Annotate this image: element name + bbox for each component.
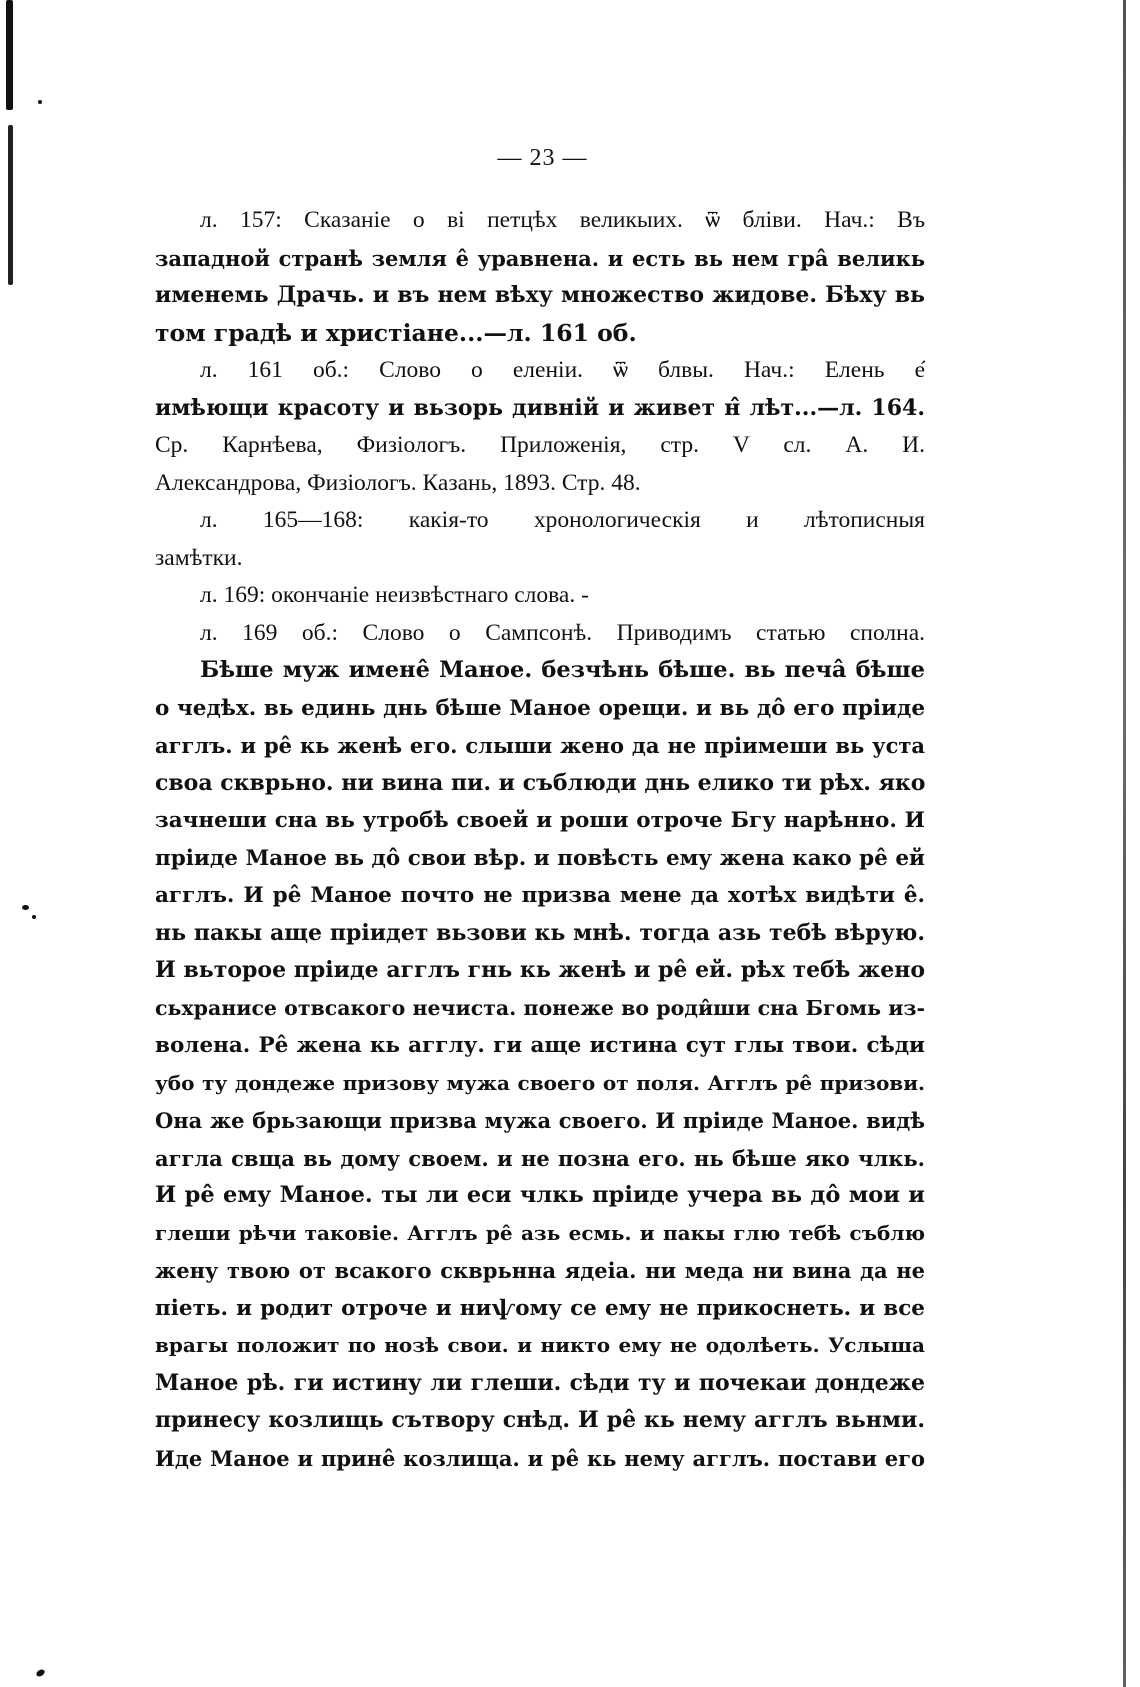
text-line: о чедѣх. вь единь днь бѣше Маное орещи. и вь до̂ его пріиде: [155, 695, 925, 721]
text-line: агглъ. И ре̂ Маное почто не призва мене да хотѣх видѣти е̂.: [155, 883, 925, 908]
text-line: л. 165—168: какія-то хронологическія и лѣтописныя: [200, 507, 925, 533]
text-line: Александрова, Физіологъ. Казань, 1893. Стр. 48.: [155, 469, 641, 496]
text-line: зачнеши сна вь утробѣ своей и роши отроче Бгу нарѣнно. И: [155, 808, 925, 833]
scan-speck: [35, 1668, 46, 1678]
text-line: принесу козлищь сътвору снѣд. И ре̂ кь нему агглъ вьнми.: [155, 1407, 925, 1433]
text-line: агглъ. и ре̂ кь женѣ его. слыши жено да не пріимеши вь уста: [155, 733, 925, 758]
text-line: жену твою от всакого скврьнна ядеіа. ни меда ни вина да не: [155, 1258, 925, 1283]
scan-margin-mark: [1123, 0, 1126, 1687]
text-line: И ре̂ ему Маное. ты ли еси члкь пріиде учера вь до̂ мои и: [155, 1182, 925, 1208]
scan-speck: [22, 905, 29, 910]
scan-speck: [38, 100, 42, 104]
text-line: піеть. и родит отроче и ниѱому се ему не прикоснеть. и все: [155, 1295, 925, 1321]
text-line: агглa свща вь дому своем. и не позна его. нь бѣше яко члкь.: [155, 1145, 925, 1171]
text-line: Маное рѣ. ги истину ли глеши. сѣди ту и почекаи дондеже: [155, 1369, 925, 1396]
text-line: сьхранисе отвсакого нечиста. понеже во роди̂ши сна Бгомь из-: [155, 995, 925, 1020]
text-line: имѣющи красоту и вьзорь дивній и живет н̂ лѣт...—л. 164.: [155, 394, 925, 421]
text-line: нь пакы аще пріидет вьзови кь мнѣ. тогда азь тебѣ вѣрую.: [155, 919, 925, 946]
text-line: врагы положит по нозѣ свои. и никто ему не одолѣеть. Услыша: [155, 1333, 925, 1357]
text-line: именемь Драчь. и въ нем вѣху множество жидове. Бѣху вь: [155, 282, 925, 308]
text-line: л. 169: окончаніе неизвѣстнаго слова. -: [200, 582, 589, 608]
text-line: Она же брьзающи призва мужа своего. И пріиде Маное. видѣ: [155, 1108, 925, 1133]
scan-speck: [32, 915, 36, 919]
text-line: западной странѣ земля е̂ уравнена. и есть вь нем гра̂ великь: [155, 245, 925, 271]
text-line: л. 161 об.: Слово о еленіи. ѿ блвы. Нач.: Елень е̂: [200, 357, 925, 383]
page-number: — 23 —: [497, 145, 588, 171]
text-line: волена. Ре̂ жена кь агглу. ги аще истина сут глы твои. сѣди: [155, 1033, 925, 1058]
text-line: Бѣше муж имене̂ Маное. безчѣнь бѣше. вь печа̂ бѣше: [200, 657, 925, 683]
text-line: И вьторое пріиде агглъ гнь кь женѣ и ре̂ ей. рѣх тебѣ жено: [155, 957, 925, 983]
text-line: пріиде Маное вь до̂ свои вѣр. и повѣсть ему жена како ре̂ ей: [155, 845, 925, 871]
text-line: л. 157: Сказаніе о ві петцѣх великыих. ѿ бліви. Нач.: Въ: [200, 207, 925, 233]
text-line: глеши рѣчи таковіе. Агглъ ре̂ азь есмь. и пакы глю тебѣ съблю: [155, 1220, 925, 1245]
text-line: том градѣ и христіане...—л. 161 об.: [155, 318, 637, 347]
text-line: убо ту дондеже призову мужа своего от поля. Агглъ ре̂ призови.: [155, 1070, 925, 1095]
text-line: л. 169 об.: Слово о Сампсонѣ. Приводимъ статью сполна.: [200, 619, 925, 646]
text-line: Ср. Карнѣева, Физіологъ. Приложенія, стр. V сл. А. И.: [155, 432, 925, 458]
scan-margin-mark: [6, 0, 13, 110]
text-line: своа скврьно. ни вина пи. и съблюди днь елико ти рѣх. яко: [155, 769, 925, 796]
body-text: [155, 202, 925, 1477]
text-line: замѣтки.: [155, 544, 243, 571]
text-line: Иде Маное и прине̂ козлища. и ре̂ кь нему агглъ. постави его: [155, 1445, 925, 1471]
